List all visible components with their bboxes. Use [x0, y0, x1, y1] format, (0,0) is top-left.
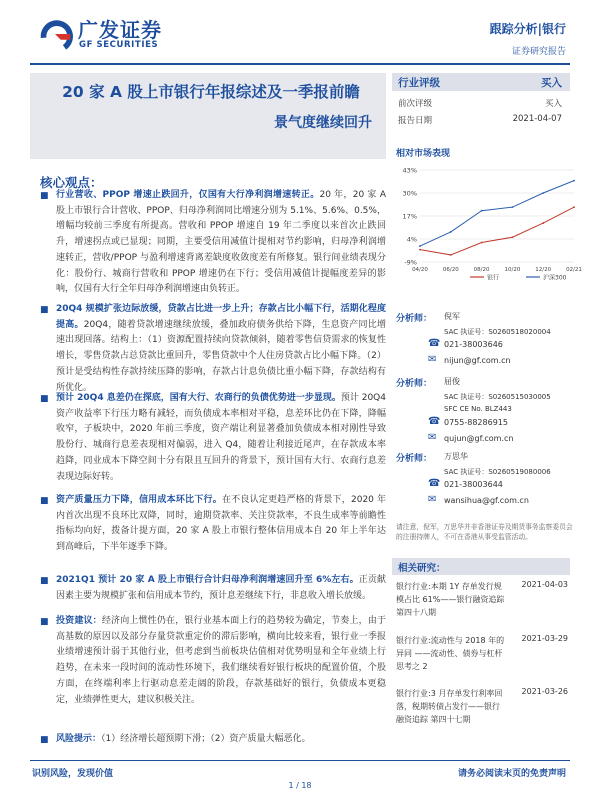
footer-disclaimer-link: 请务必阅读末页的免责声明: [457, 769, 566, 779]
logo-subtext: GF SECURITIES: [79, 40, 159, 50]
analyst-email[interactable]: nijun@gf.com.cn: [444, 356, 511, 365]
y-tick-label: 17%: [402, 212, 417, 221]
y-tick-label: 30%: [402, 189, 417, 198]
report-type: 证券研究报告: [511, 47, 566, 57]
analyst-cert: SAC 执证号：S0260519080006: [444, 468, 551, 476]
square-bullet-icon: ■: [40, 191, 49, 201]
legend-label: 沪深300: [543, 274, 567, 282]
square-bullet-icon: ■: [40, 394, 49, 404]
core-paragraph: [56, 493, 386, 556]
paragraph-lead: 2021Q1 预计 20 家 A 股上市银行合计归母净利润增速回升至 6%左右。: [56, 575, 359, 585]
paragraph-text: 经济向上惯性仍在，银行业基本面上行的趋势较为确定，节奏上，由于高基数的原因以及部分存量贷款重定价的滞后影响，横向比较来看，银行业一季报业绩增速预计弱于其他行业，但考虑到当前板块估值相对优势明显和全年业绩上行趋势，在未来一段时间的流动性环境下，我们继续看好银行板块的配置价值，个股方面，在终端利率上行驱动息差走阔的阶段，存款基础好的银行，负债成本更稳定，业绩弹性更大，建议积极关注。: [56, 616, 386, 705]
x-tick-label: 06/20: [442, 267, 459, 273]
x-tick-label: 08/20: [473, 267, 490, 273]
square-bullet-icon: ■: [40, 576, 49, 586]
market-chart-title: 相对市场表现: [396, 149, 451, 159]
analyst-cert: SAC 执证号：S0260515030005: [444, 393, 551, 401]
email-icon: ✉: [428, 432, 437, 443]
related-report-link[interactable]: 银行行业:流动性与 2018 年的异同 ——流动性、债券与杠杆思考之 2: [396, 636, 505, 671]
analyst-phone: 021-38003646: [444, 340, 503, 349]
report-date-label: 报告日期: [398, 116, 433, 126]
square-bullet-icon: ■: [40, 617, 49, 627]
report-subtitle: 景气度继续回升: [274, 115, 372, 131]
core-paragraph: [56, 573, 386, 604]
paragraph-text: 20 年，20 家 A 股上市银行合计营收、PPOP、归母净利润同比增速分别为 5.1%、5.6%、0.5%，增幅均较前三季度有所提高。营收和 PPOP 增速自 19 年二季度以来首次止跌回升，增速拐点或已显现；同期，主要受信用减值计提相对节约影响，归母净利润增速转正，营收/PPOP 与盈利增速背离差缺度收敛度差有所修复。银行间业绩表现分化：股份行、城商行营收和 PPOP 增速仍在下行；受信用减值计提幅度差异的影响，仅国有大行全年归母净利润增速由负转正。: [56, 190, 386, 295]
analyst-email[interactable]: qujun@gf.com.cn: [444, 434, 514, 443]
data-point: [573, 180, 575, 182]
logo-text: 广发证券: [78, 18, 162, 42]
analyst-label: 分析师：: [396, 314, 433, 324]
core-paragraph: [56, 732, 386, 748]
gf-logo-icon: [36, 15, 74, 53]
data-point: [542, 192, 544, 194]
paragraph-lead: 风险提示：: [56, 734, 102, 744]
email-icon: ✉: [428, 354, 437, 365]
x-tick-label: 12/20: [535, 267, 552, 273]
analyst-cert: SAC 执证号：S0260518020004: [444, 328, 551, 336]
data-point: [542, 222, 544, 224]
footer-slogan: 识别风险，发现价值: [32, 769, 114, 779]
data-point: [450, 231, 452, 233]
analyst-name: 倪军: [444, 312, 460, 321]
analyst-disclaimer: 请注意，倪军，万思华并非香港证券及期货事务监察委员会的注册持牌人，不可在香港从事受监管活动。: [396, 523, 573, 541]
x-tick-label: 10/20: [504, 267, 521, 273]
header-divider: [30, 63, 570, 65]
analyst-phone: 0755-88286915: [444, 418, 508, 427]
email-icon: ✉: [428, 494, 437, 505]
footer-divider: [30, 760, 570, 761]
series-line: [420, 181, 574, 246]
market-chart: [392, 162, 582, 284]
analyst-name: 万思华: [444, 452, 468, 461]
core-paragraph: [56, 188, 386, 298]
paragraph-lead: 行业营收、PPOP 增速止跌回升，仅国有大行净利润增速转正。: [56, 190, 320, 200]
report-date-value: 2021-04-07: [512, 114, 562, 124]
paragraph-lead: 20Q4 规模扩张边际放缓，贷款占比进一步上升；存款占比小幅下行，活期化程度提高。: [56, 304, 386, 330]
square-bullet-icon: ■: [40, 496, 49, 506]
related-report-link[interactable]: 银行行业:3 月存单发行利率回落，税期转债占发行——银行融资追踪 第四十七期: [396, 689, 503, 724]
rating-value: 买入: [541, 77, 562, 89]
paragraph-text: 预计 20Q4 资产收益率下行压力略有减轻，而负债成本率相对平稳，息差环比仍在下降，降幅收窄，子板块中，2020 年前三季度，资产端让利显著叠加负债成本相对刚性导致股份行、城商行息差表现相对偏弱，进入 Q4，随着让利接近尾声，在存款成本率趋降，同业成本下降空间十分有限且互回升的背景下，预计国有大行、农商行息差表现边际好转。: [56, 393, 386, 482]
related-report-link[interactable]: 银行行业:本期 1Y 存单发行规模占比 61%——银行融资追踪 第四十八期: [396, 582, 505, 617]
paragraph-text: 正贡献因素主要为规模扩张和信用成本节约，预计息差继续下行，非息收入增长放缓。: [56, 575, 386, 601]
y-tick-label: 4%: [406, 235, 417, 244]
paragraph-lead: 资产质量压力下降，信用成本环比下行。: [56, 495, 222, 505]
data-point: [419, 249, 421, 251]
paragraph-lead: 预计 20Q4 息差仍在探底，国有大行、农商行的负债优势进一步显现。: [56, 393, 341, 403]
x-tick-label: 04/20: [412, 267, 428, 273]
analyst-label: 分析师：: [396, 379, 433, 389]
paragraph-text: 20Q4，随着贷款增速继续放缓，叠加政府债务供给下降，生息资产同比增速出现回落。结构上：（1）资源配置持续向贷款倾斜，随着零售信贷需求的恢复性增长，零售贷款占总贷款比重回升，零售贷款中个人住房贷款占比小幅下降。（2）预计是受结构性存款持续压降的影响，存款占计息负债比重小幅下降，存款结构有所优化。: [56, 319, 386, 393]
x-tick-label: 02/21: [566, 267, 582, 273]
related-report-date: 2021-03-26: [521, 687, 568, 696]
y-tick-label: -9%: [404, 258, 417, 267]
data-point: [512, 236, 514, 238]
data-point: [419, 245, 421, 247]
series-line: [420, 207, 574, 255]
data-point: [481, 210, 483, 212]
square-bullet-icon: ■: [40, 735, 49, 745]
phone-icon: ☎: [428, 416, 441, 427]
report-category: 跟踪分析|银行: [489, 22, 566, 36]
core-paragraph: [56, 302, 386, 396]
report-title: 20 家 A 股上市银行年报综述及一季报前瞻: [62, 83, 360, 101]
paragraph-text: （1）经济增长超预期下滑；（2）资产质量大幅恶化。: [101, 734, 311, 744]
analyst-phone: 021-38003644: [444, 480, 503, 489]
prev-rating-value: 买入: [544, 99, 562, 109]
related-label: 相关研究：: [398, 563, 446, 574]
related-report-date: 2021-04-03: [521, 580, 568, 589]
legend-label: 银行: [487, 274, 500, 282]
analyst-email[interactable]: wansihua@gf.com.cn: [444, 496, 529, 505]
phone-icon: ☎: [428, 338, 441, 349]
analyst-name: 屈俊: [444, 377, 460, 386]
paragraph-text: 在不良认定更趋严格的背景下，2020 年内首次出现不良环比双降，同时，逾期贷款率、关注贷款率，不良生成率等前瞻性指标均向好，拨备计提方面，20 家 A 股上市银行整体信用成本自 20 年上半年达到高峰后，下半年逐季下降。: [56, 495, 386, 553]
data-point: [450, 254, 452, 256]
y-tick-label: 43%: [402, 166, 417, 175]
square-bullet-icon: ■: [40, 305, 49, 315]
analyst-label: 分析师：: [396, 454, 433, 464]
paragraph-lead: 投资建议：: [56, 616, 102, 626]
prev-rating-label: 前次评级: [398, 99, 433, 109]
related-report-date: 2021-03-29: [521, 634, 568, 643]
data-point: [573, 206, 575, 208]
data-point: [481, 242, 483, 244]
core-paragraph: [56, 614, 386, 708]
data-point: [512, 206, 514, 208]
core-paragraph: [56, 391, 386, 485]
page-number: 1 / 18: [288, 781, 312, 790]
rating-label: 行业评级: [398, 77, 440, 89]
phone-icon: ☎: [428, 478, 441, 489]
analyst-extra: SFC CE No. BLZ443: [444, 405, 512, 413]
core-views-title: 核心观点：: [40, 175, 103, 190]
